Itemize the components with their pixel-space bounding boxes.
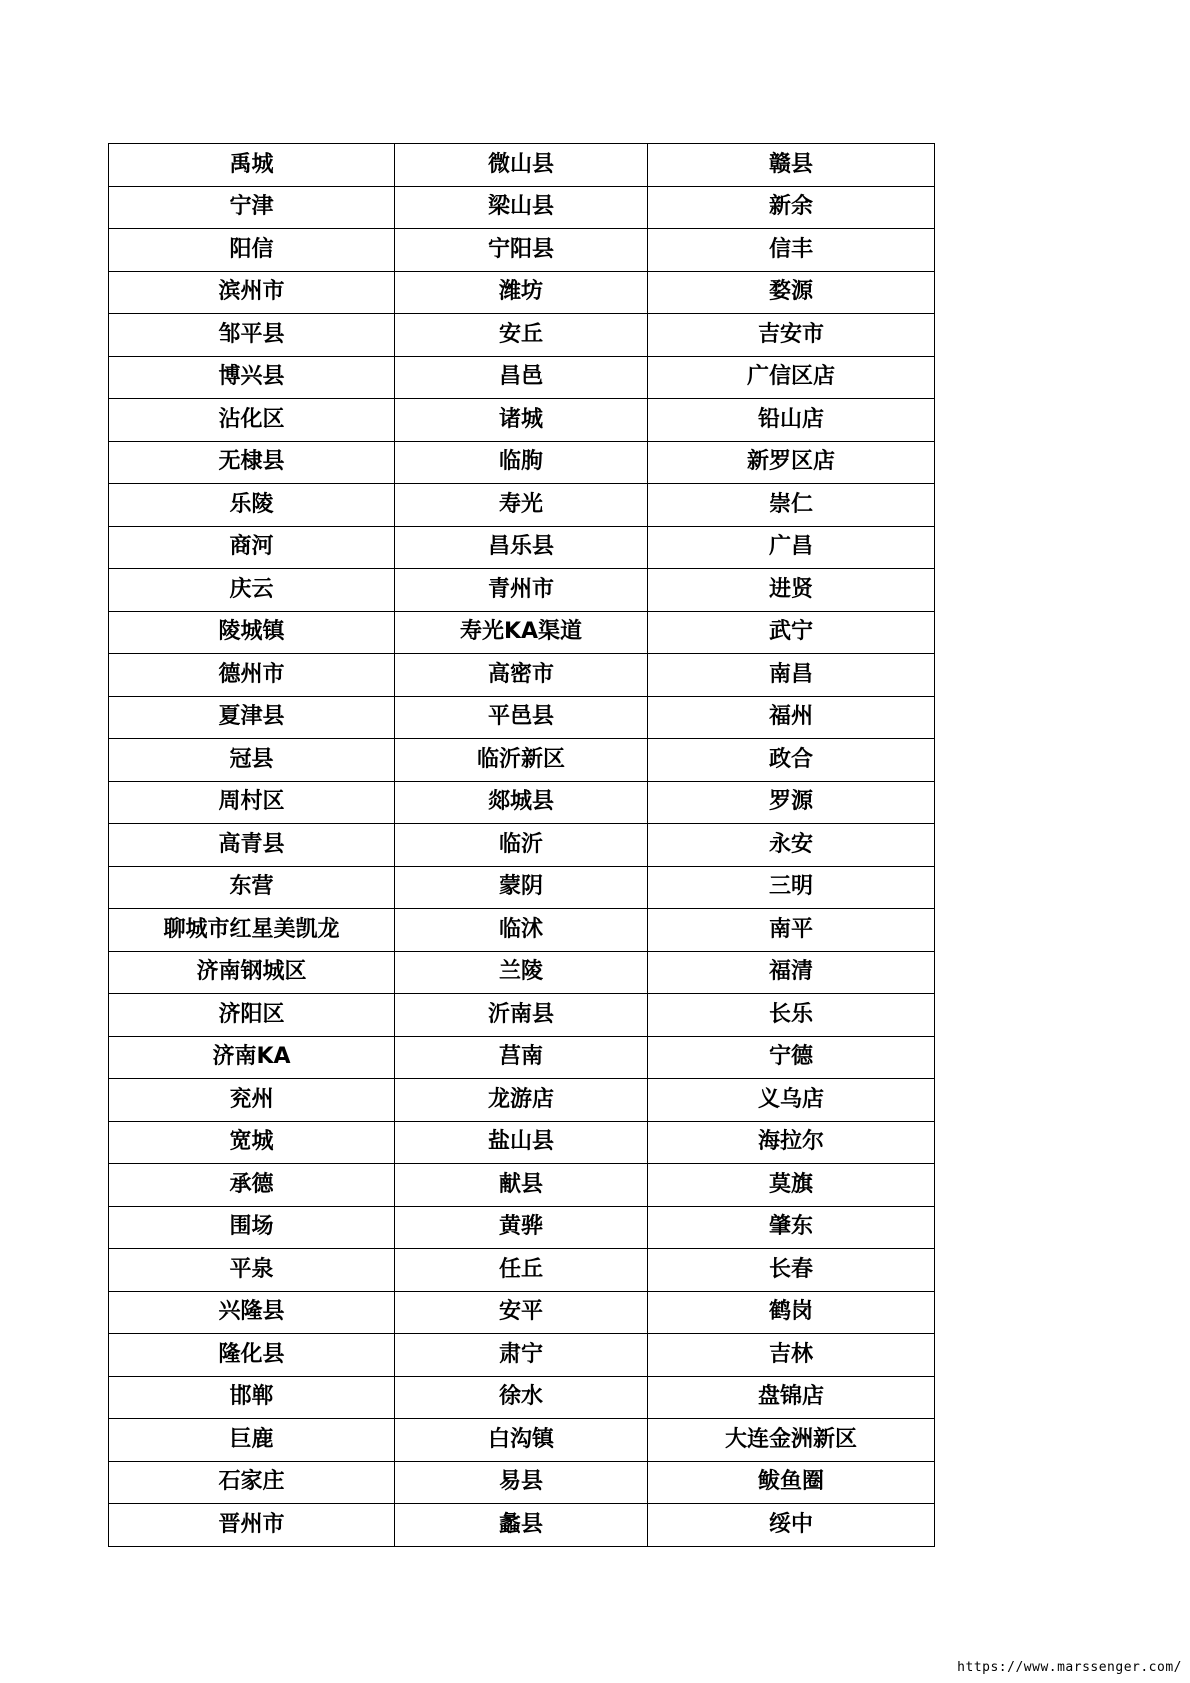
table-cell: 罗源 xyxy=(648,781,935,824)
table-cell: 福清 xyxy=(648,951,935,994)
table-cell: 沾化区 xyxy=(109,399,395,442)
table-row xyxy=(109,399,935,442)
table-cell: 寿光KA渠道 xyxy=(395,611,648,654)
table-cell: 博兴县 xyxy=(109,356,395,399)
table-cell: 宁津 xyxy=(109,186,395,229)
table-row xyxy=(109,654,935,697)
table-cell: 平邑县 xyxy=(395,696,648,739)
table-row xyxy=(109,441,935,484)
table-cell: 赣县 xyxy=(648,144,935,187)
table-row xyxy=(109,1249,935,1292)
table-body xyxy=(109,144,935,1547)
table-row xyxy=(109,1334,935,1377)
table-cell: 任丘 xyxy=(395,1249,648,1292)
table-cell: 济阳区 xyxy=(109,994,395,1037)
table-cell: 临朐 xyxy=(395,441,648,484)
table-row xyxy=(109,186,935,229)
table-row xyxy=(109,1291,935,1334)
table-cell: 临沂新区 xyxy=(395,739,648,782)
table-row xyxy=(109,229,935,272)
table-cell: 临沭 xyxy=(395,909,648,952)
table-row xyxy=(109,569,935,612)
table-cell: 义乌店 xyxy=(648,1079,935,1122)
table-cell: 新罗区店 xyxy=(648,441,935,484)
table-cell: 白沟镇 xyxy=(395,1419,648,1462)
table-cell: 商河 xyxy=(109,526,395,569)
table-row xyxy=(109,356,935,399)
table-cell: 围场 xyxy=(109,1206,395,1249)
table-row xyxy=(109,314,935,357)
table-cell: 徐水 xyxy=(395,1376,648,1419)
table-cell: 隆化县 xyxy=(109,1334,395,1377)
table-cell: 昌乐县 xyxy=(395,526,648,569)
table-row xyxy=(109,1036,935,1079)
table-cell: 滨州市 xyxy=(109,271,395,314)
table-cell: 长乐 xyxy=(648,994,935,1037)
table-cell: 鲅鱼圈 xyxy=(648,1461,935,1504)
table-cell: 无棣县 xyxy=(109,441,395,484)
table-cell: 济南KA xyxy=(109,1036,395,1079)
table-cell: 周村区 xyxy=(109,781,395,824)
table-row xyxy=(109,144,935,187)
table-cell: 易县 xyxy=(395,1461,648,1504)
table-row xyxy=(109,994,935,1037)
table-row xyxy=(109,1206,935,1249)
table-cell: 巨鹿 xyxy=(109,1419,395,1462)
table-cell: 南平 xyxy=(648,909,935,952)
table-cell: 兰陵 xyxy=(395,951,648,994)
table-cell: 宁德 xyxy=(648,1036,935,1079)
table-row xyxy=(109,271,935,314)
table-row xyxy=(109,484,935,527)
table-cell: 禹城 xyxy=(109,144,395,187)
table-cell: 安丘 xyxy=(395,314,648,357)
table-row xyxy=(109,1504,935,1547)
table-cell: 大连金洲新区 xyxy=(648,1419,935,1462)
table-cell: 肇东 xyxy=(648,1206,935,1249)
table-row xyxy=(109,781,935,824)
table-row xyxy=(109,1121,935,1164)
table-cell: 政合 xyxy=(648,739,935,782)
table-row xyxy=(109,1461,935,1504)
location-table xyxy=(108,143,935,1547)
table-cell: 承德 xyxy=(109,1164,395,1207)
table-cell: 献县 xyxy=(395,1164,648,1207)
table-cell: 武宁 xyxy=(648,611,935,654)
table-row xyxy=(109,1164,935,1207)
table-cell: 龙游店 xyxy=(395,1079,648,1122)
table-cell: 蒙阴 xyxy=(395,866,648,909)
table-cell: 吉林 xyxy=(648,1334,935,1377)
table-cell: 沂南县 xyxy=(395,994,648,1037)
table-cell: 安平 xyxy=(395,1291,648,1334)
table-row xyxy=(109,909,935,952)
table-cell: 莫旗 xyxy=(648,1164,935,1207)
table-cell: 宽城 xyxy=(109,1121,395,1164)
table-cell: 兖州 xyxy=(109,1079,395,1122)
table-cell: 婺源 xyxy=(648,271,935,314)
table-row xyxy=(109,866,935,909)
table-cell: 高青县 xyxy=(109,824,395,867)
table-cell: 青州市 xyxy=(395,569,648,612)
table-cell: 夏津县 xyxy=(109,696,395,739)
table-cell: 微山县 xyxy=(395,144,648,187)
table-cell: 寿光 xyxy=(395,484,648,527)
table-cell: 潍坊 xyxy=(395,271,648,314)
table-cell: 宁阳县 xyxy=(395,229,648,272)
table-cell: 盐山县 xyxy=(395,1121,648,1164)
footer-url: https://www.marssenger.com/ xyxy=(957,1660,1182,1675)
table-cell: 鹤岗 xyxy=(648,1291,935,1334)
table-cell: 福州 xyxy=(648,696,935,739)
table-cell: 信丰 xyxy=(648,229,935,272)
table-row xyxy=(109,1079,935,1122)
table-cell: 进贤 xyxy=(648,569,935,612)
table-cell: 兴隆县 xyxy=(109,1291,395,1334)
table-cell: 新余 xyxy=(648,186,935,229)
table-cell: 庆云 xyxy=(109,569,395,612)
table-cell: 高密市 xyxy=(395,654,648,697)
table-cell: 德州市 xyxy=(109,654,395,697)
table-row xyxy=(109,1376,935,1419)
table-cell: 郯城县 xyxy=(395,781,648,824)
table-cell: 昌邑 xyxy=(395,356,648,399)
table-cell: 广昌 xyxy=(648,526,935,569)
table-cell: 陵城镇 xyxy=(109,611,395,654)
table-cell: 平泉 xyxy=(109,1249,395,1292)
table-cell: 肃宁 xyxy=(395,1334,648,1377)
table-cell: 邹平县 xyxy=(109,314,395,357)
table-cell: 莒南 xyxy=(395,1036,648,1079)
table-cell: 广信区店 xyxy=(648,356,935,399)
table-cell: 乐陵 xyxy=(109,484,395,527)
table-cell: 永安 xyxy=(648,824,935,867)
table-cell: 铅山店 xyxy=(648,399,935,442)
table-cell: 冠县 xyxy=(109,739,395,782)
table-cell: 三明 xyxy=(648,866,935,909)
table-cell: 临沂 xyxy=(395,824,648,867)
table-row xyxy=(109,611,935,654)
table-cell: 南昌 xyxy=(648,654,935,697)
table-cell: 蠡县 xyxy=(395,1504,648,1547)
table-cell: 诸城 xyxy=(395,399,648,442)
table-cell: 晋州市 xyxy=(109,1504,395,1547)
table-cell: 崇仁 xyxy=(648,484,935,527)
table-cell: 邯郸 xyxy=(109,1376,395,1419)
table-cell: 聊城市红星美凯龙 xyxy=(109,909,395,952)
table-cell: 东营 xyxy=(109,866,395,909)
table-cell: 长春 xyxy=(648,1249,935,1292)
table-row xyxy=(109,526,935,569)
table-cell: 济南钢城区 xyxy=(109,951,395,994)
table-cell: 海拉尔 xyxy=(648,1121,935,1164)
table-row xyxy=(109,739,935,782)
table-cell: 吉安市 xyxy=(648,314,935,357)
table-row xyxy=(109,951,935,994)
table-row xyxy=(109,824,935,867)
table-cell: 绥中 xyxy=(648,1504,935,1547)
table-cell: 盘锦店 xyxy=(648,1376,935,1419)
table-row xyxy=(109,696,935,739)
table-cell: 黄骅 xyxy=(395,1206,648,1249)
table-cell: 梁山县 xyxy=(395,186,648,229)
table-cell: 阳信 xyxy=(109,229,395,272)
table-row xyxy=(109,1419,935,1462)
table-cell: 石家庄 xyxy=(109,1461,395,1504)
